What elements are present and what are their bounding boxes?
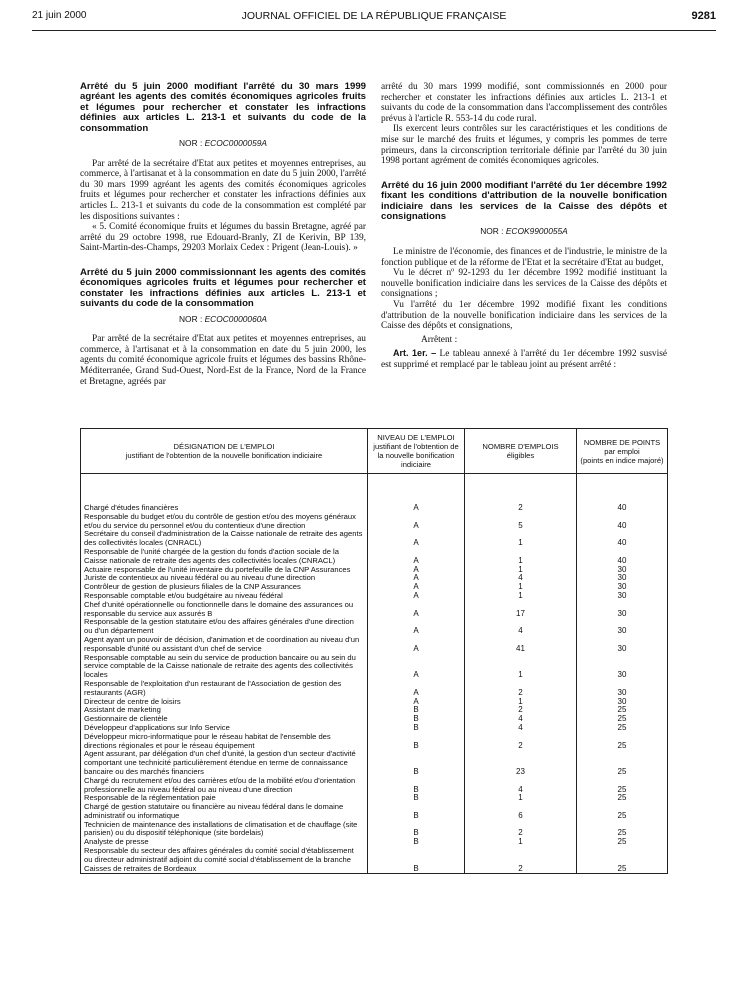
cell-nombre-points: 25 xyxy=(577,724,668,733)
cell-nombre-points: 25 xyxy=(577,803,668,821)
cell-designation: Responsable du budget et/ou du contrôle de gestion et/ou des moyens généraux et/ou du service du personnel et/ou du contentieux d'une direction xyxy=(81,513,368,531)
cell-designation: Responsable comptable et/ou budgétaire au niveau fédéral xyxy=(81,592,368,601)
page-header xyxy=(32,10,716,28)
cell-nombre-emplois: 4 xyxy=(465,777,577,795)
cell-niveau: A xyxy=(368,530,465,548)
cell-niveau: B xyxy=(368,733,465,751)
cell-nombre-emplois: 41 xyxy=(465,636,577,654)
cell-nombre-points: 30 xyxy=(577,636,668,654)
cell-niveau: B xyxy=(368,838,465,847)
cell-nombre-points: 25 xyxy=(577,821,668,839)
cell-niveau: A xyxy=(368,680,465,698)
decree-1-paragraph: Par arrêté de la secrétaire d'Etat aux petites et moyennes entreprises, au commerce, à l'artisanat et à la consommation en date du 5 juin 2000, l'arrêté du 30 mars 1999 agréant les agents des comités économiques agricoles fruits et légumes pour rechercher et constater les infractions définies aux articles L. 213-1 et suivants du code de la consommation est complété par les dispositions suivantes : xyxy=(80,158,366,222)
decree-3-paragraph: Le ministre de l'économie, des finances et de l'industrie, le ministre de la fonction publique et de la réforme de l'Etat et la secrétaire d'Etat au budget, xyxy=(381,246,667,268)
cell-nombre-emplois: 1 xyxy=(465,794,577,803)
article-label: Art. 1er. – xyxy=(393,348,437,359)
cell-niveau: A xyxy=(368,601,465,619)
cell-nombre-points: 25 xyxy=(577,715,668,724)
cell-niveau: A xyxy=(368,566,465,575)
col-header-nombre-points: NOMBRE DE POINTS par emploi (points en indice majoré) xyxy=(577,429,668,474)
cell-nombre-points: 40 xyxy=(577,513,668,531)
cell-designation: Agent assurant, par délégation d'un chef d'unité, la gestion d'un secteur d'activité comportant une technicité particulièrement étendue en terme de connaissance bancaire ou des marchés financiers xyxy=(81,750,368,776)
table-row xyxy=(81,847,668,874)
decree-2-paragraph: Ils exercent leurs contrôles sur les caractéristiques et les conditions de mise sur le marché des fruits et légumes, y compris les pommes de terre primeurs, dans la circonscription territoriale définie par l'arrêté du 30 juin 1998 portant agrément de comités économiques agricoles. xyxy=(381,124,667,167)
cell-niveau: A xyxy=(368,548,465,566)
decree-title-2: Arrêté du 5 juin 2000 commissionnant les agents des comités économiques agricoles fruits et légumes pour rechercher et constater les infractions définies aux articles L. 213-1 et suivants du code de la consommation xyxy=(80,266,366,310)
cell-nombre-emplois: 1 xyxy=(465,698,577,707)
cell-designation: Développeur d'applications sur Info Service xyxy=(81,724,368,733)
cell-designation: Secrétaire du conseil d'administration de la Caisse nationale de retraite des agents des collectivités locales (CNRACL) xyxy=(81,530,368,548)
cell-nombre-emplois: 4 xyxy=(465,724,577,733)
cell-nombre-points: 25 xyxy=(577,750,668,776)
nbi-table xyxy=(80,428,668,874)
nor-label: NOR : xyxy=(480,226,506,237)
cell-niveau: A xyxy=(368,513,465,531)
decree-1-paragraph: « 5. Comité économique fruits et légumes du bassin Bretagne, agréé par arrêté du 29 octobre 1998, rue Edouard-Branly, ZI de Kerivin, BP 139, Saint-Martin-des-Champs, 29203 Morlaix Cedex : Prigent (Jean-Louis). » xyxy=(80,222,366,254)
table-row xyxy=(81,698,668,707)
cell-nombre-points: 25 xyxy=(577,847,668,874)
cell-nombre-emplois: 2 xyxy=(465,847,577,874)
table-row xyxy=(81,733,668,751)
cell-niveau: A xyxy=(368,654,465,680)
cell-niveau: A xyxy=(368,574,465,583)
table-row xyxy=(81,777,668,795)
cell-designation: Chargé de gestion statutaire ou financière au niveau fédéral dans le domaine administratif ou informatique xyxy=(81,803,368,821)
cell-nombre-points: 40 xyxy=(577,530,668,548)
cell-niveau: A xyxy=(368,636,465,654)
col-header-designation: DÉSIGNATION DE L'EMPLOI justifiant de l'obtention de la nouvelle bonification indiciaire xyxy=(81,429,368,474)
cell-designation: Directeur de centre de loisirs xyxy=(81,698,368,707)
cell-designation: Responsable de la réglementation paie xyxy=(81,794,368,803)
cell-nombre-emplois: 2 xyxy=(465,733,577,751)
cell-nombre-points: 30 xyxy=(577,601,668,619)
nor-code: ECOC0000060A xyxy=(204,313,267,324)
table-row xyxy=(81,654,668,680)
nor-label: NOR : xyxy=(179,313,205,324)
decree-title-3: Arrêté du 16 juin 2000 modifiant l'arrêté du 1er décembre 1992 fixant les conditions d'attribution de la nouvelle bonification indiciaire dans les services de la Caisse des dépôts et consignations xyxy=(381,179,667,222)
cell-designation: Responsable de l'exploitation d'un restaurant de l'Association de gestion des restaurants (AGR) xyxy=(81,680,368,698)
table-row xyxy=(81,821,668,839)
cell-nombre-points: 30 xyxy=(577,618,668,636)
cell-nombre-points: 30 xyxy=(577,566,668,575)
cell-nombre-emplois: 1 xyxy=(465,548,577,566)
decree-3-arretent: Arrêtent : xyxy=(421,334,458,345)
cell-designation: Assistant de marketing xyxy=(81,706,368,715)
table-row xyxy=(81,750,668,776)
header-rule xyxy=(32,30,716,31)
cell-nombre-points: 25 xyxy=(577,733,668,751)
col-header-nombre-emplois: NOMBRE D'EMPLOIS éligibles xyxy=(465,429,577,474)
table-row xyxy=(81,474,668,513)
decree-title-1: Arrêté du 5 juin 2000 modifiant l'arrêté du 30 mars 1999 agréant les agents des comités économiques agricoles fruits et légumes pour rechercher et constater les infractions définies aux articles L. 213-1 et suivants du code de la consommation xyxy=(80,81,366,134)
cell-niveau: B xyxy=(368,821,465,839)
cell-niveau: A xyxy=(368,583,465,592)
cell-nombre-emplois: 17 xyxy=(465,601,577,619)
cell-niveau: B xyxy=(368,847,465,874)
cell-nombre-points: 25 xyxy=(577,794,668,803)
cell-nombre-emplois: 6 xyxy=(465,803,577,821)
decree-3-paragraph: Vu l'arrêté du 1er décembre 1992 modifié fixant les conditions d'attribution de la nouvelle bonification indiciaire dans les services de la Caisse des dépôts et consignations, xyxy=(381,299,667,332)
cell-nombre-points: 25 xyxy=(577,777,668,795)
cell-designation: Juriste de contentieux au niveau fédéral ou au niveau d'une direction xyxy=(81,574,368,583)
cell-designation: Chargé d'études financières xyxy=(81,474,368,513)
cell-nombre-emplois: 4 xyxy=(465,574,577,583)
table-row xyxy=(81,803,668,821)
header-page-number: 9281 xyxy=(691,10,716,22)
cell-nombre-points: 30 xyxy=(577,583,668,592)
cell-nombre-emplois: 2 xyxy=(465,680,577,698)
col-header-niveau: NIVEAU DE L'EMPLOI justifiant de l'obtention de la nouvelle bonification indiciaire xyxy=(368,429,465,474)
cell-designation: Développeur micro-informatique pour le réseau habitat de l'ensemble des directions régionales et pour le réseau équipement xyxy=(81,733,368,751)
cell-niveau: B xyxy=(368,794,465,803)
cell-designation: Responsable de l'unité chargée de la gestion du fonds d'action sociale de la Caisse nationale de retraite des agents des collectivités locales (CNRACL) xyxy=(81,548,368,566)
article-1 xyxy=(381,348,667,370)
cell-designation: Actuaire responsable de l'unité inventaire du portefeuille de la CNP Assurances xyxy=(81,566,368,575)
cell-designation: Technicien de maintenance des installations de climatisation et de chauffage (site parisien) ou du dispositif téléphonique (site bordelais) xyxy=(81,821,368,839)
table-row xyxy=(81,636,668,654)
header-journal-title: JOURNAL OFFICIEL DE LA RÉPUBLIQUE FRANÇAISE xyxy=(241,10,507,22)
cell-nombre-emplois: 4 xyxy=(465,715,577,724)
cell-niveau: A xyxy=(368,592,465,601)
cell-designation: Contrôleur de gestion de plusieurs filiales de la CNP Assurances xyxy=(81,583,368,592)
table-row xyxy=(81,601,668,619)
cell-nombre-points: 30 xyxy=(577,654,668,680)
cell-nombre-emplois: 1 xyxy=(465,530,577,548)
cell-designation: Responsable comptable au sein du service de production bancaire ou au sein du service comptable de la Caisse nationale de retraite des agents des collectivités locales xyxy=(81,654,368,680)
table-row xyxy=(81,706,668,715)
cell-nombre-points: 25 xyxy=(577,838,668,847)
cell-nombre-emplois: 4 xyxy=(465,618,577,636)
cell-nombre-emplois: 2 xyxy=(465,821,577,839)
cell-nombre-points: 40 xyxy=(577,548,668,566)
cell-designation: Responsable du secteur des affaires générales du comité social d'établissement ou directeur administratif adjoint du comité social d'établissement de la branche Caisses de retraites de Bordeaux xyxy=(81,847,368,874)
cell-nombre-emplois: 1 xyxy=(465,583,577,592)
table-row xyxy=(81,618,668,636)
cell-nombre-emplois: 1 xyxy=(465,566,577,575)
table-row xyxy=(81,680,668,698)
cell-nombre-emplois: 1 xyxy=(465,838,577,847)
table-row xyxy=(81,513,668,531)
cell-nombre-emplois: 1 xyxy=(465,592,577,601)
nor-1 xyxy=(80,138,366,149)
cell-niveau: A xyxy=(368,698,465,707)
table-header-row xyxy=(81,429,668,474)
cell-nombre-emplois: 2 xyxy=(465,474,577,513)
cell-niveau: B xyxy=(368,706,465,715)
article-text: Le tableau annexé à l'arrêté du 1er décembre 1992 susvisé est supprimé et remplacé par le tableau joint au présent arrêté : xyxy=(381,349,668,370)
cell-nombre-points: 30 xyxy=(577,680,668,698)
left-column xyxy=(80,82,366,387)
decree-2-paragraph: arrêté du 30 mars 1999 modifié, sont commissionnés en 2000 pour rechercher et constater les infractions définies aux articles L. 213-1 et suivants du code de la consommation dans l'accomplissement des contrôles prévus à l'article R. 553-14 du code rural. xyxy=(381,82,667,124)
cell-nombre-points: 30 xyxy=(577,592,668,601)
cell-designation: Chef d'unité opérationnelle ou fonctionnelle dans le domaine des assurances ou responsable du service aux assurés B xyxy=(81,601,368,619)
decree-2-paragraph: Par arrêté de la secrétaire d'Etat aux petites et moyennes entreprises, au commerce, à l'artisanat et à la consommation en date du 5 juin 2000, les agents du comité économique agricole fruits et légumes des bassins Rhône-Méditerranée, Grand Sud-Ouest, Nord-Est de la France, Nord de la France et Bretagne, agréés par xyxy=(80,334,366,387)
cell-niveau: A xyxy=(368,474,465,513)
cell-designation: Responsable de la gestion statutaire et/ou des affaires générales d'une direction ou d'un département xyxy=(81,618,368,636)
cell-nombre-emplois: 23 xyxy=(465,750,577,776)
nor-3 xyxy=(381,226,667,237)
cell-nombre-points: 30 xyxy=(577,698,668,707)
nor-code: ECOC0000059A xyxy=(204,138,267,149)
cell-designation: Agent ayant un pouvoir de décision, d'animation et de coordination au niveau d'un responsable d'unité ou assistant d'un chef de service xyxy=(81,636,368,654)
cell-nombre-emplois: 1 xyxy=(465,654,577,680)
table-row xyxy=(81,530,668,548)
cell-niveau: B xyxy=(368,715,465,724)
right-column xyxy=(381,82,667,371)
cell-designation: Gestionnaire de clientèle xyxy=(81,715,368,724)
nor-label: NOR : xyxy=(179,138,205,149)
cell-niveau: B xyxy=(368,750,465,776)
cell-niveau: B xyxy=(368,777,465,795)
table-row xyxy=(81,548,668,566)
cell-nombre-points: 25 xyxy=(577,706,668,715)
cell-nombre-emplois: 2 xyxy=(465,706,577,715)
nor-2 xyxy=(80,314,366,325)
cell-nombre-emplois: 5 xyxy=(465,513,577,531)
cell-niveau: A xyxy=(368,618,465,636)
cell-nombre-points: 30 xyxy=(577,574,668,583)
cell-designation: Chargé du recrutement et/ou des carrières et/ou de la mobilité et/ou d'orientation professionnelle au niveau fédéral ou au niveau d'une direction xyxy=(81,777,368,795)
cell-nombre-points: 40 xyxy=(577,474,668,513)
header-date: 21 juin 2000 xyxy=(32,10,87,21)
cell-niveau: B xyxy=(368,803,465,821)
cell-designation: Analyste de presse xyxy=(81,838,368,847)
decree-3-paragraph: Vu le décret nº 92-1293 du 1er décembre 1992 modifié instituant la nouvelle bonification indiciaire dans les services de la Caisse des dépôts et consignations ; xyxy=(381,268,667,300)
cell-niveau: B xyxy=(368,724,465,733)
nor-code: ECOK9900055A xyxy=(505,226,568,237)
